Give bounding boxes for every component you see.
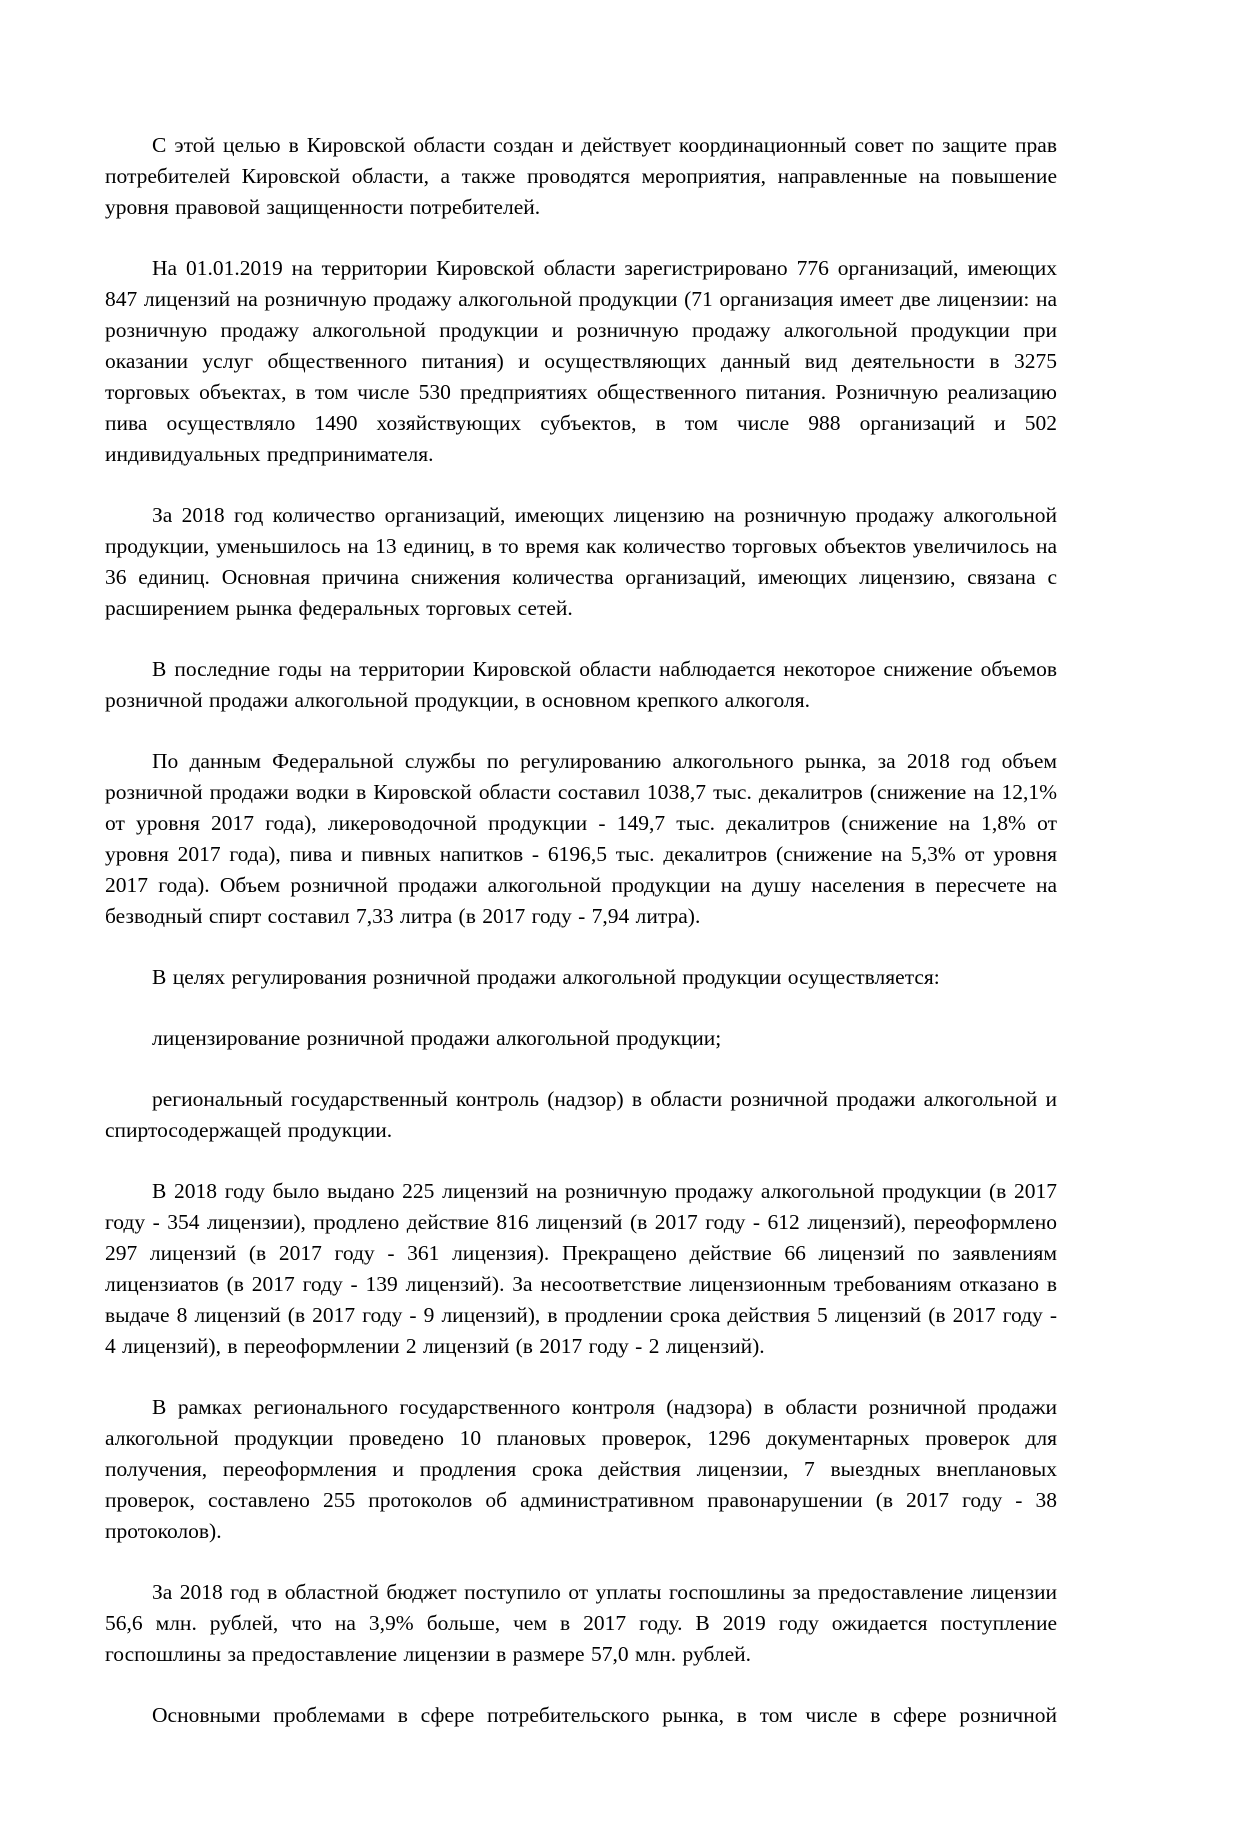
paragraph: лицензирование розничной продажи алкогольной продукции; (152, 1026, 722, 1050)
paragraph: По данным Федеральной службы по регулированию алкогольного рынка, за 2018 год объем розничной продажи водки в Кировской области составил 1038,7 тыс. декалитров (снижение на 12,1% от уровня 2017 года), ликероводочной продукции - 149,7 тыс. декалитров (снижение на 1,8% от уровня 2017 года), пива и пивных напитков - 6196,5 тыс. декалитров (снижение на 5,3% от уровня 2017 года). Объем розничной продажи алкогольной продукции на душу населения в пересчете на безводный спирт составил 7,33 литра (в 2017 году - 7,94 литра). (105, 749, 1057, 928)
document-body (105, 130, 1057, 1731)
paragraph: региональный государственный контроль (надзор) в области розничной продажи алкогольной и спиртосодержащей продукции. (105, 1087, 1057, 1142)
paragraph: На 01.01.2019 на территории Кировской области зарегистрировано 776 организаций, имеющих 847 лицензий на розничную продажу алкогольной продукции (71 организация имеет две лицензии: на розничную продажу алкогольной продукции и розничную продажу алкогольной продукции при оказании услуг общественного питания) и осуществляющих данный вид деятельности в 3275 торговых объектах, в том числе 530 предприятиях общественного питания. Розничную реализацию пива осуществляло 1490 хозяйствующих субъектов, в том числе 988 организаций и 502 индивидуальных предпринимателя. (105, 256, 1057, 466)
paragraph: В целях регулирования розничной продажи алкогольной продукции осуществляется: (152, 965, 940, 989)
paragraph: В 2018 году было выдано 225 лицензий на розничную продажу алкогольной продукции (в 2017 году - 354 лицензии), продлено действие 816 лицензий (в 2017 году - 612 лицензий), переоформлено 297 лицензий (в 2017 году - 361 лицензия). Прекращено действие 66 лицензий по заявлениям лицензиатов (в 2017 году - 139 лицензий). За несоответствие лицензионным требованиям отказано в выдаче 8 лицензий (в 2017 году - 9 лицензий), в продлении срока действия 5 лицензий (в 2017 году - 4 лицензий), в переоформлении 2 лицензий (в 2017 году - 2 лицензий). (105, 1179, 1057, 1358)
paragraph: В рамках регионального государственного контроля (надзора) в области розничной продажи алкогольной продукции проведено 10 плановых проверок, 1296 документарных проверок для получения, переоформления и продления срока действия лицензии, 7 выездных внеплановых проверок, составлено 255 протоколов об административном правонарушении (в 2017 году - 38 протоколов). (105, 1395, 1057, 1543)
paragraph: Основными проблемами в сфере потребительского рынка, в том числе в сфере розничной (152, 1703, 1057, 1727)
paragraph: С этой целью в Кировской области создан и действует координационный совет по защите прав потребителей Кировской области, а также проводятся мероприятия, направленные на повышение уровня правовой защищенности потребителей. (105, 133, 1057, 219)
paragraph: В последние годы на территории Кировской области наблюдается некоторое снижение объемов розничной продажи алкогольной продукции, в основном крепкого алкоголя. (105, 657, 1057, 712)
paragraph: За 2018 год в областной бюджет поступило от уплаты госпошлины за предоставление лицензии 56,6 млн. рублей, что на 3,9% больше, чем в 2017 году. В 2019 году ожидается поступление госпошлины за предоставление лицензии в размере 57,0 млн. рублей. (105, 1580, 1057, 1666)
paragraph: За 2018 год количество организаций, имеющих лицензию на розничную продажу алкогольной продукции, уменьшилось на 13 единиц, в то время как количество торговых объектов увеличилось на 36 единиц. Основная причина снижения количества организаций, имеющих лицензию, связана с расширением рынка федеральных торговых сетей. (105, 503, 1057, 620)
